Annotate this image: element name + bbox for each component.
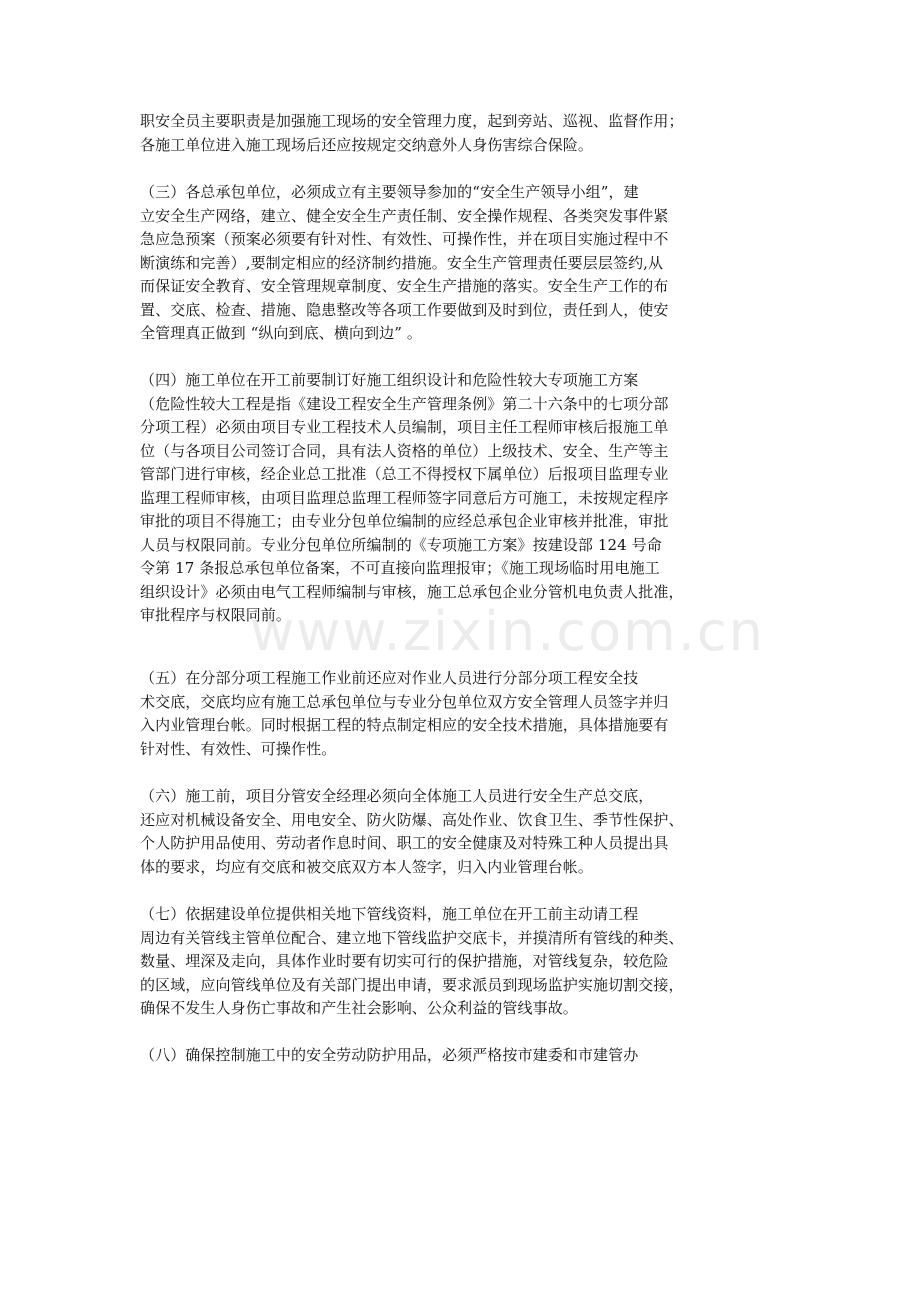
text-line: 审批程序与权限同前。 xyxy=(140,606,292,624)
text-line: （危险性较大工程是指《建设工程安全生产管理条例》第二十六条中的七项分部 xyxy=(140,394,669,413)
text-line: 体的要求，均应有交底和被交底双方本人签字，归入内业管理台帐。 xyxy=(140,857,594,876)
text-line: 的区域，应向管线单位及有关部门提出申请，要求派员到现场监护实施切割交接， xyxy=(140,975,684,994)
text-line: （三）各总承包单位，必须成立有主要领导参加的“安全生产领导小组”，建 xyxy=(140,183,639,201)
paragraph-section-6 xyxy=(140,785,740,879)
paragraph-section-8 xyxy=(140,1044,740,1068)
text-line: 分项工程）必须由项目专业工程技术人员编制，项目主任工程师审核后报施工单 xyxy=(140,418,669,436)
paragraph-section-5 xyxy=(140,667,740,761)
text-line: 针对性、有效性、可操作性。 xyxy=(140,739,337,758)
text-line: 全管理真正做到 “纵向到底、横向到边” 。 xyxy=(140,324,422,342)
text-line: 还应对机械设备安全、用电安全、防火防爆、高处作业、饮食卫生、季节性保护、 xyxy=(140,810,684,829)
text-line: 数量、埋深及走向，具体作业时要有切实可行的保护措施，对管线复杂，较危险 xyxy=(140,952,669,970)
text-line: 各施工单位进入施工现场后还应按规定交纳意外人身伤害综合保险。 xyxy=(140,135,594,154)
text-line: （四）施工单位在开工前要制订好施工组织设计和危险性较大专项施工方案 xyxy=(140,371,639,389)
text-line: 术交底，交底均应有施工总承包单位与专业分包单位双方安全管理人员签字并归 xyxy=(140,692,669,711)
paragraph-section-4 xyxy=(140,369,740,628)
text-line: 置、交底、检查、措施、隐患整改等各项工作要做到及时到位，责任到人，使安 xyxy=(140,300,669,319)
text-line: 确保不发生人身伤亡事故和产生社会影响、公众利益的管线事故。 xyxy=(140,999,578,1017)
text-line: （八）确保控制施工中的安全劳动防护用品，必须严格按市建委和市建管办 xyxy=(140,1046,639,1064)
text-line: 立安全生产网络，建立、健全安全生产责任制、安全操作规程、各类突发事件紧 xyxy=(140,206,669,225)
text-line: （七）依据建设单位提供相关地下管线资料，施工单位在开工前主动请工程 xyxy=(140,905,639,923)
text-line: 监理工程师审核，由项目监理总监理工程师签字同意后方可施工，未按规定程序 xyxy=(140,488,669,507)
text-line: 管部门进行审核，经企业总工批准（总工不得授权下属单位）后报项目监理专业 xyxy=(140,465,669,483)
text-line: 断演练和完善）,要制定相应的经济制约措施。安全生产管理责任要层层签约,从 xyxy=(140,253,664,272)
text-line: （五）在分部分项工程施工作业前还应对作业人员进行分部分项工程安全技 xyxy=(140,669,639,687)
text-line: 审批的项目不得施工；由专业分包单位编制的应经总承包企业审核并批准，审批 xyxy=(140,512,669,530)
watermark: www.zixin.com.cn xyxy=(250,600,765,663)
text-line: 人员与权限同前。专业分包单位所编制的《专项施工方案》按建设部 124 号命 xyxy=(140,535,662,554)
text-line: 入内业管理台帐。同时根据工程的特点制定相应的安全技术措施，具体措施要有 xyxy=(140,716,669,734)
text-line: （六）施工前，项目分管安全经理必须向全体施工人员进行安全生产总交底， xyxy=(140,787,654,805)
text-line: 令第 17 条报总承包单位备案，不可直接向监理报审；《施工现场临时用电施工 xyxy=(140,559,660,577)
text-line: 组织设计》必须由电气工程师编制与审核，施工总承包企业分管机电负责人批准， xyxy=(140,582,684,601)
paragraph-safety-officer-duties xyxy=(140,110,740,157)
text-line: 急应急预案（预案必须要有针对性、有效性、可操作性，并在项目实施过程中不 xyxy=(140,230,669,248)
text-line: 而保证安全教育、安全管理规章制度、安全生产措施的落实。安全生产工作的布 xyxy=(140,277,669,295)
text-line: 位（与各项目公司签订合同，具有法人资格的单位）上级技术、安全、生产等主 xyxy=(140,441,669,460)
paragraph-section-3 xyxy=(140,181,740,346)
text-line: 职安全员主要职责是加强施工现场的安全管理力度，起到旁站、巡视、监督作用； xyxy=(140,112,684,130)
text-line: 个人防护用品使用、劳动者作息时间、职工的安全健康及对特殊工种人员提出具 xyxy=(140,834,669,852)
text-line: 周边有关管线主管单位配合、建立地下管线监护交底卡，并摸清所有管线的种类、 xyxy=(140,928,684,947)
paragraph-section-7 xyxy=(140,903,740,1021)
